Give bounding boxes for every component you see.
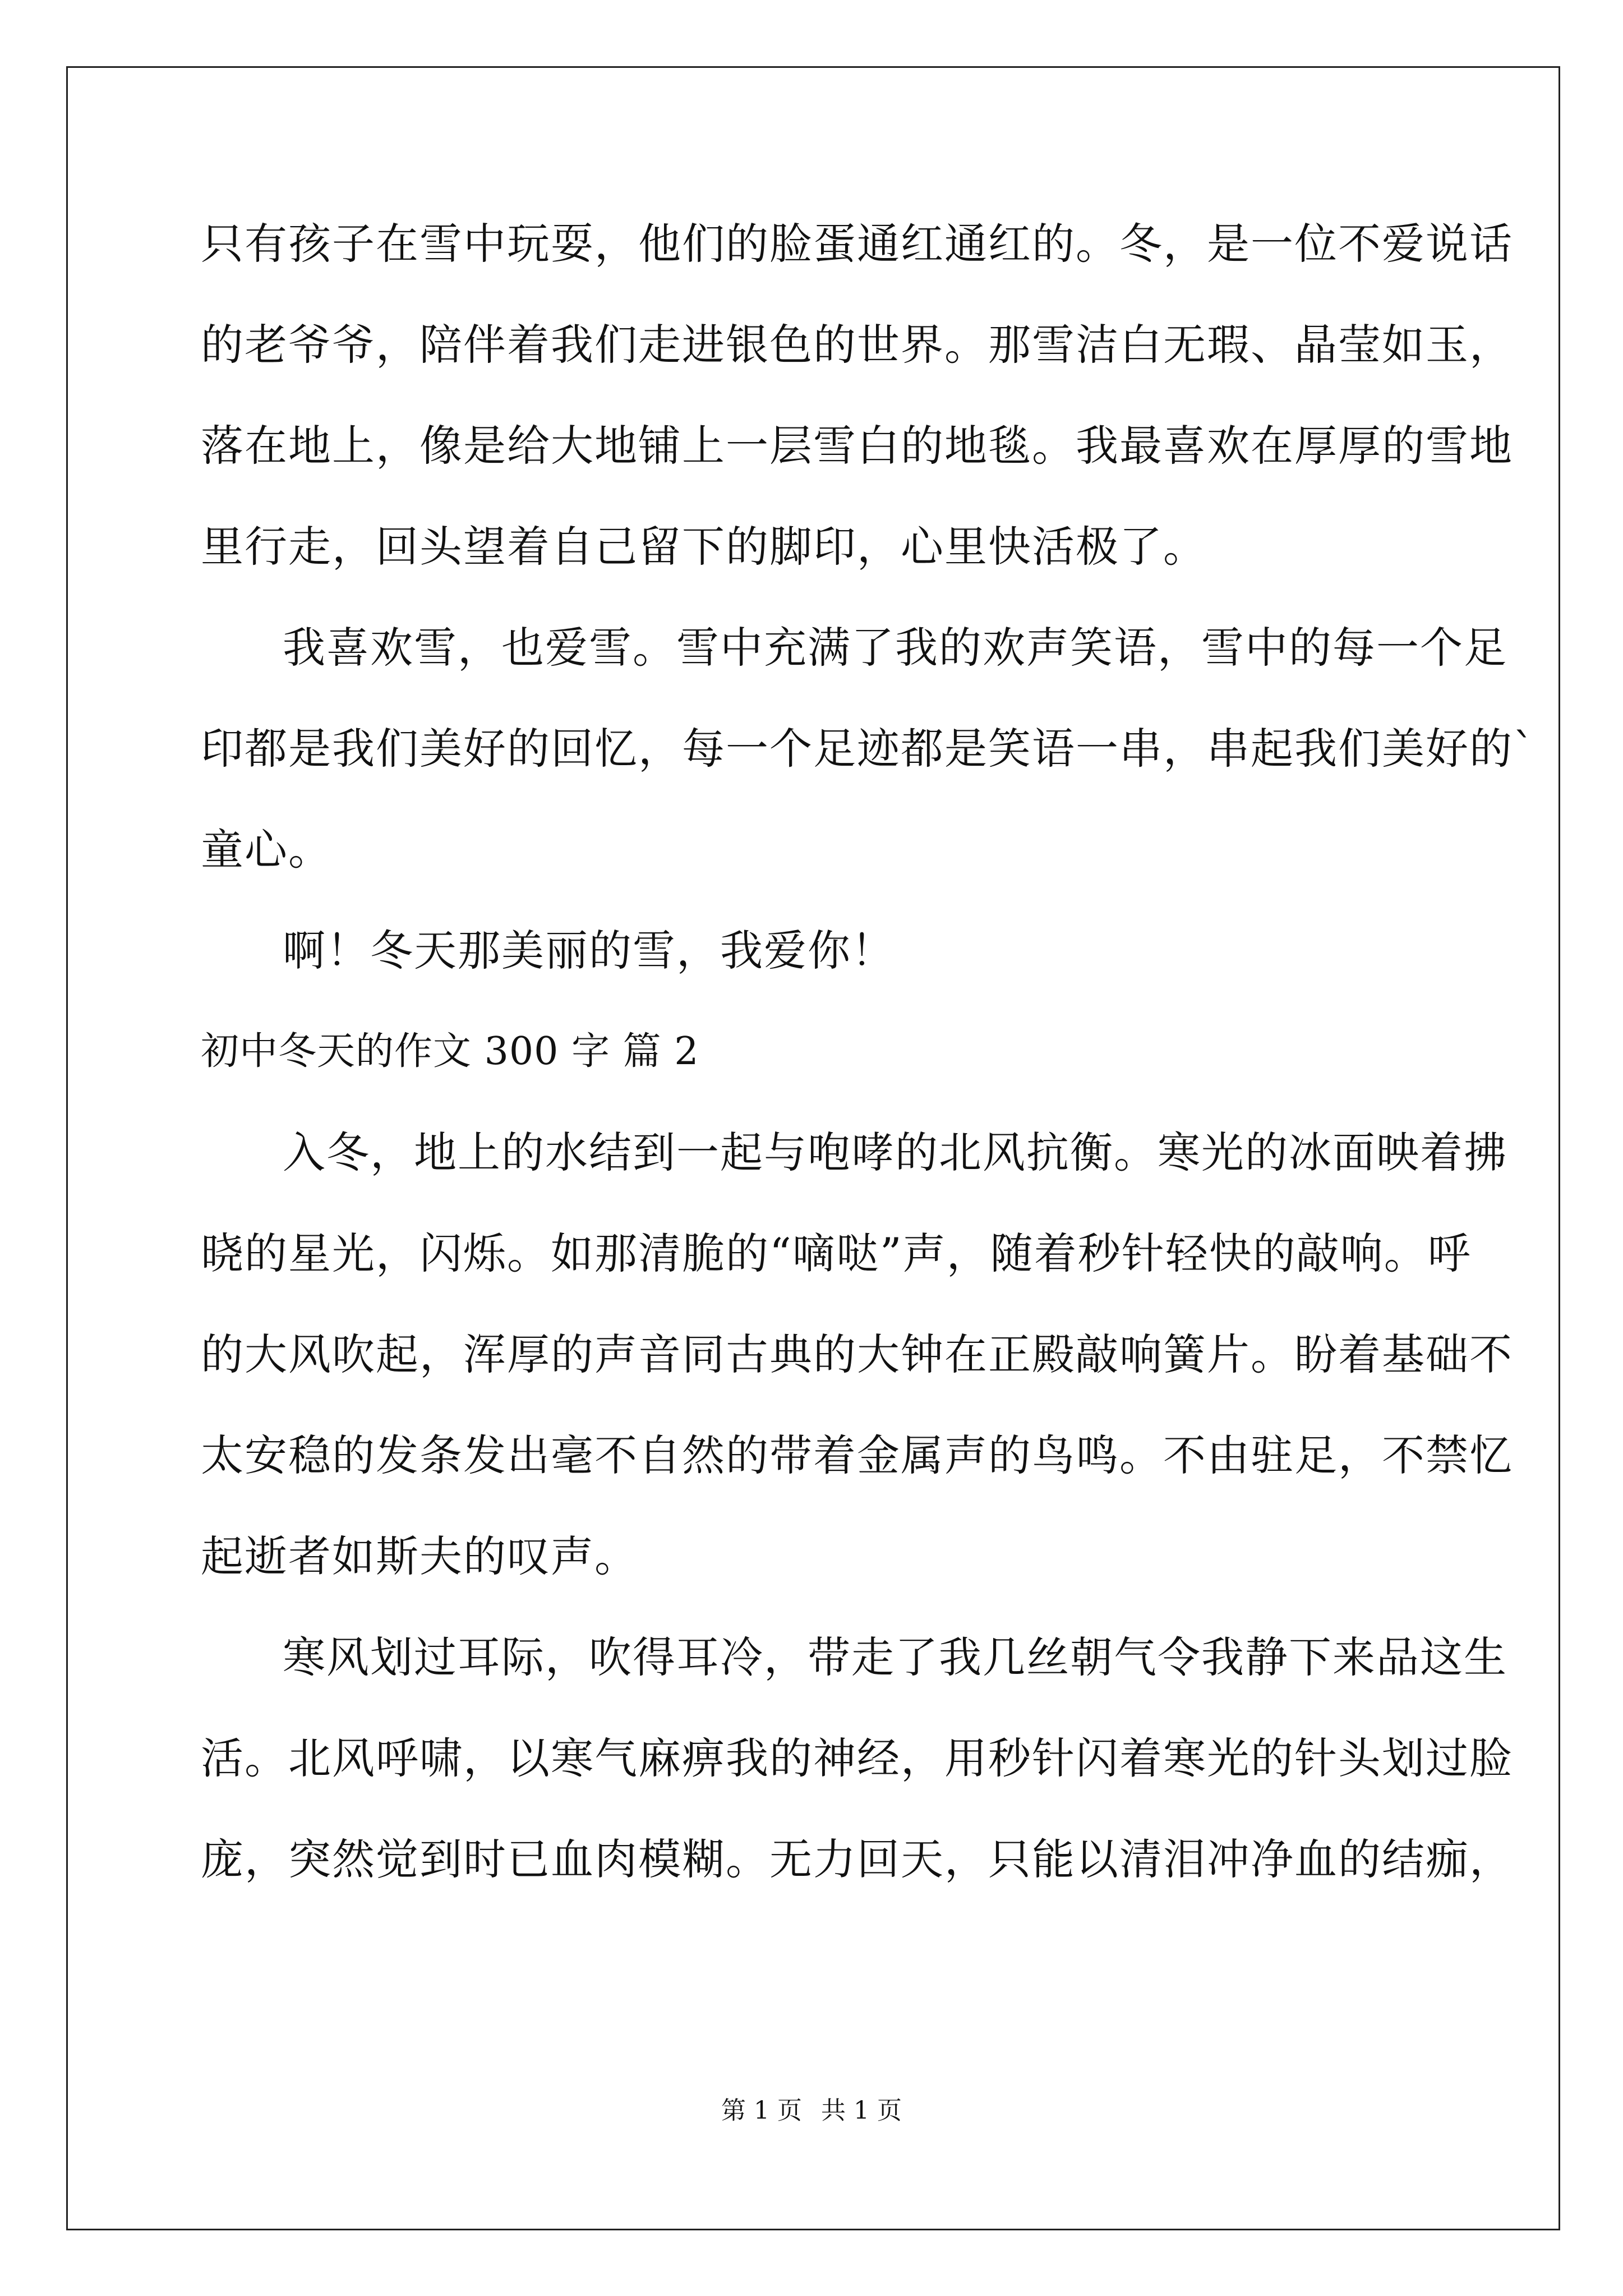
- text-line: 庞，突然觉到时已血肉模糊。无力回天，只能以清泪冲净血的结痂，: [201, 1834, 1513, 1884]
- text-line: 晓的星光，闪烁。如那清脆的“嘀哒”声，随着秒针轻快的敲响。呼: [201, 1228, 1472, 1278]
- paragraph-start-line: 寒风划过耳际，吹得耳冷，带走了我几丝朝气令我静下来品这生: [283, 1632, 1507, 1682]
- page-count: 共 1 页: [821, 2096, 902, 2125]
- text-line: 的大风吹起，浑厚的声音同古典的大钟在正殿敲响簧片。盼着基础不: [201, 1329, 1513, 1379]
- text-line: 只有孩子在雪中玩耍，他们的脸蛋通红通红的。冬，是一位不爱说话: [201, 219, 1513, 269]
- text-line: 活。北风呼啸，以寒气麻痹我的神经，用秒针闪着寒光的针头划过脸: [201, 1733, 1513, 1783]
- paragraph-start-line: 啊！冬天那美丽的雪，我爱你！: [283, 926, 895, 976]
- text-line: 印都是我们美好的回忆，每一个足迹都是笑语一串，串起我们美好的`: [201, 724, 1536, 774]
- section-heading: 初中冬天的作文 300 字 篇 2: [201, 1029, 699, 1074]
- text-line: 太安稳的发条发出毫不自然的带着金属声的鸟鸣。不由驻足，不禁忆: [201, 1430, 1513, 1480]
- text-line: 落在地上，像是给大地铺上一层雪白的地毯。我最喜欢在厚厚的雪地: [201, 421, 1513, 471]
- text-line: 的老爷爷，陪伴着我们走进银色的世界。那雪洁白无瑕、晶莹如玉，: [201, 320, 1513, 370]
- text-line: 起逝者如斯夫的叹声。: [201, 1531, 638, 1581]
- paragraph-start-line: 入冬，地上的水结到一起与咆哮的北风抗衡。寒光的冰面映着拂: [283, 1128, 1507, 1177]
- paragraph-start-line: 我喜欢雪，也爱雪。雪中充满了我的欢声笑语，雪中的每一个足: [283, 623, 1507, 673]
- text-line: 童心。: [201, 825, 332, 875]
- page-number: 第 1 页: [721, 2096, 802, 2125]
- text-line: 里行走，回头望着自己留下的脚印，心里快活极了。: [201, 522, 1207, 572]
- page-footer: [0, 2095, 1623, 2127]
